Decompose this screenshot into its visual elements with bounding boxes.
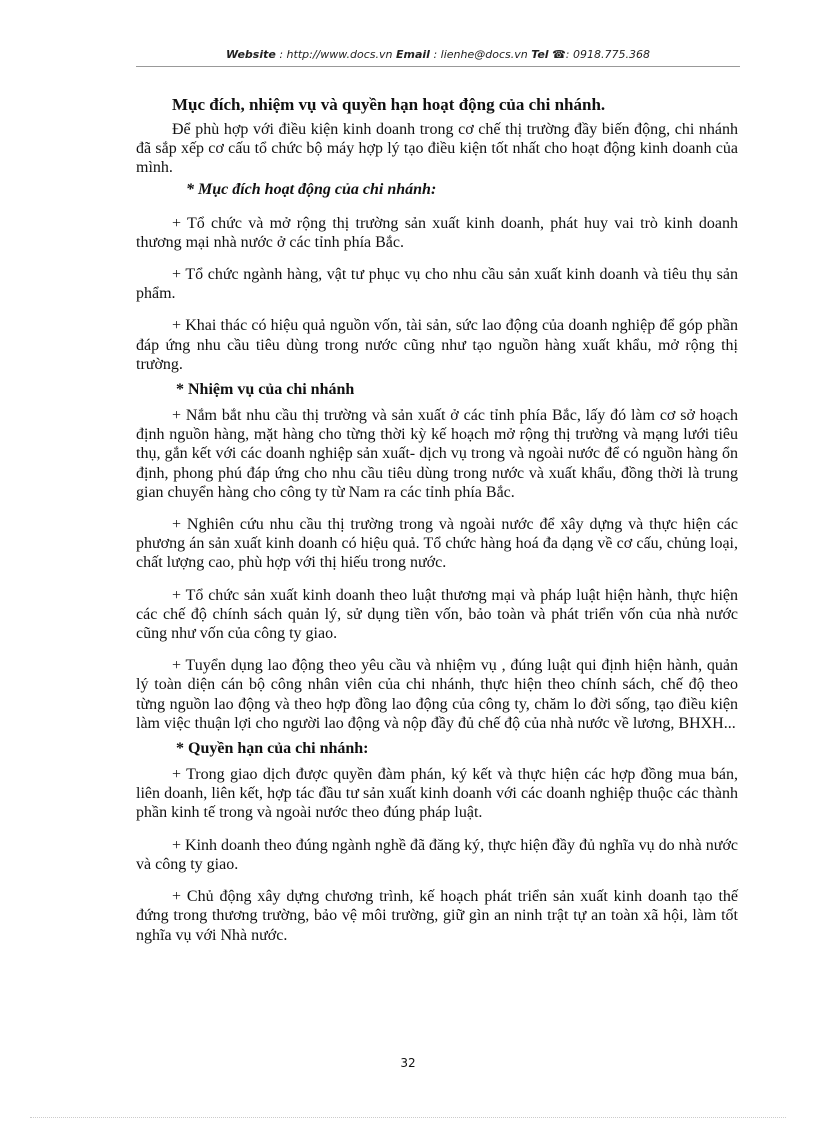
purpose-item: + Khai thác có hiệu quả nguồn vốn, tài sản, sức lao động của doanh nghiệp để góp phần đáp ứng nhu cầu tiêu dùng trong nước cũng như tạo nguồn hàng xuất khẩu, mở rộng thị trường. [136, 317, 738, 373]
section-heading-rights: * Quyền hạn của chi nhánh: [176, 740, 369, 758]
header-divider [136, 66, 740, 67]
phone-icon: ☎ [552, 48, 566, 61]
right-item: + Kinh doanh theo đúng ngành nghề đã đăng ký, thực hiện đầy đủ nghĩa vụ do nhà nước và công ty giao. [136, 836, 738, 873]
tel-value: : 0918.775.368 [565, 48, 650, 61]
page-number: 32 [400, 1056, 416, 1070]
right-item: + Chủ động xây dựng chương trình, kế hoạch phát triển sản xuất kinh doanh tạo thế đứng trong thương trường, bảo vệ môi trường, giữ gìn an ninh trật tự an toàn xã hội, làm tốt nghĩa vụ với Nhà nước. [136, 888, 738, 944]
duty-item: + Nghiên cứu nhu cầu thị trường trong và ngoài nước để xây dựng và thực hiện các phương án sản xuất kinh doanh có hiệu quả. Tổ chức hàng hoá đa dạng về cơ cấu, chủng loại, chất lượng cao, phù hợp với thị hiếu trong nước. [136, 516, 738, 572]
purpose-item: + Tổ chức ngành hàng, vật tư phục vụ cho nhu cầu sản xuất kinh doanh và tiêu thụ sản phẩm. [136, 266, 738, 303]
email-value: : lienhe@docs.vn [429, 48, 532, 61]
duty-item: + Nắm bắt nhu cầu thị trường và sản xuất ở các tỉnh phía Bắc, lấy đó làm cơ sở hoạch định nguồn hàng, mặt hàng cho từng thời kỳ kế hoạch mở rộng thị trường và mạng lưới tiêu thụ, gắn kết với các doanh nghiệp sản xuất- dịch vụ trong và ngoài nước để có nguồn hàng ổn định, phong phú đáp ứng cho nhu cầu tiêu dùng trong nước và xuất khẩu, đồng thời là trung gian chuyển hàng cho công ty từ Nam ra các tỉnh phía Bắc. [136, 407, 738, 501]
page-bottom-border [30, 1117, 786, 1118]
email-label: Email [396, 48, 430, 61]
right-item: + Trong giao dịch được quyền đàm phán, ký kết và thực hiện các hợp đồng mua bán, liên doanh, liên kết, hợp tác đầu tư sản xuất kinh doanh với các doanh nghiệp thuộc các thành phần kinh tế trong và ngoài nước theo đúng pháp luật. [136, 766, 738, 822]
duty-item: + Tuyển dụng lao động theo yêu cầu và nhiệm vụ , đúng luật qui định hiện hành, quản lý toàn diện cán bộ công nhân viên của chi nhánh, thực hiện theo chính sách, chế độ theo từng nguồn lao động và theo hợp đồng lao động của công ty, chăm lo đời sống, tạo điều kiện làm việc thuận lợi cho người lao động và nộp đầy đủ chế độ của nhà nước về lương, BHXH... [136, 657, 738, 732]
purpose-item: + Tổ chức và mở rộng thị trường sản xuất kinh doanh, phát huy vai trò kinh doanh thương mại nhà nước ở các tỉnh phía Bắc. [136, 214, 738, 251]
section-heading-purpose: * Mục đích hoạt động của chi nhánh: [186, 180, 437, 198]
section-heading-duties: * Nhiệm vụ của chi nhánh [176, 381, 355, 399]
website-value: : http://www.docs.vn [275, 48, 397, 61]
website-label: Website [226, 48, 276, 61]
intro-paragraph: Để phù hợp với điều kiện kinh doanh trong cơ chế thị trường đầy biến động, chi nhánh đã sắp xếp cơ cấu tổ chức bộ máy hợp lý tạo điều kiện tốt nhất cho hoạt động kinh doanh của mình. [136, 121, 738, 177]
duty-item: + Tổ chức sản xuất kinh doanh theo luật thương mại và pháp luật hiện hành, thực hiện các chế độ chính sách quản lý, sử dụng tiền vốn, bảo toàn và phát triển vốn của nhà nước cũng như vốn của công ty giao. [136, 586, 738, 643]
page-header [136, 48, 740, 61]
document-title: Mục đích, nhiệm vụ và quyền hạn hoạt động của chi nhánh. [172, 95, 606, 114]
tel-label: Tel [531, 48, 549, 61]
document-body [136, 94, 738, 958]
